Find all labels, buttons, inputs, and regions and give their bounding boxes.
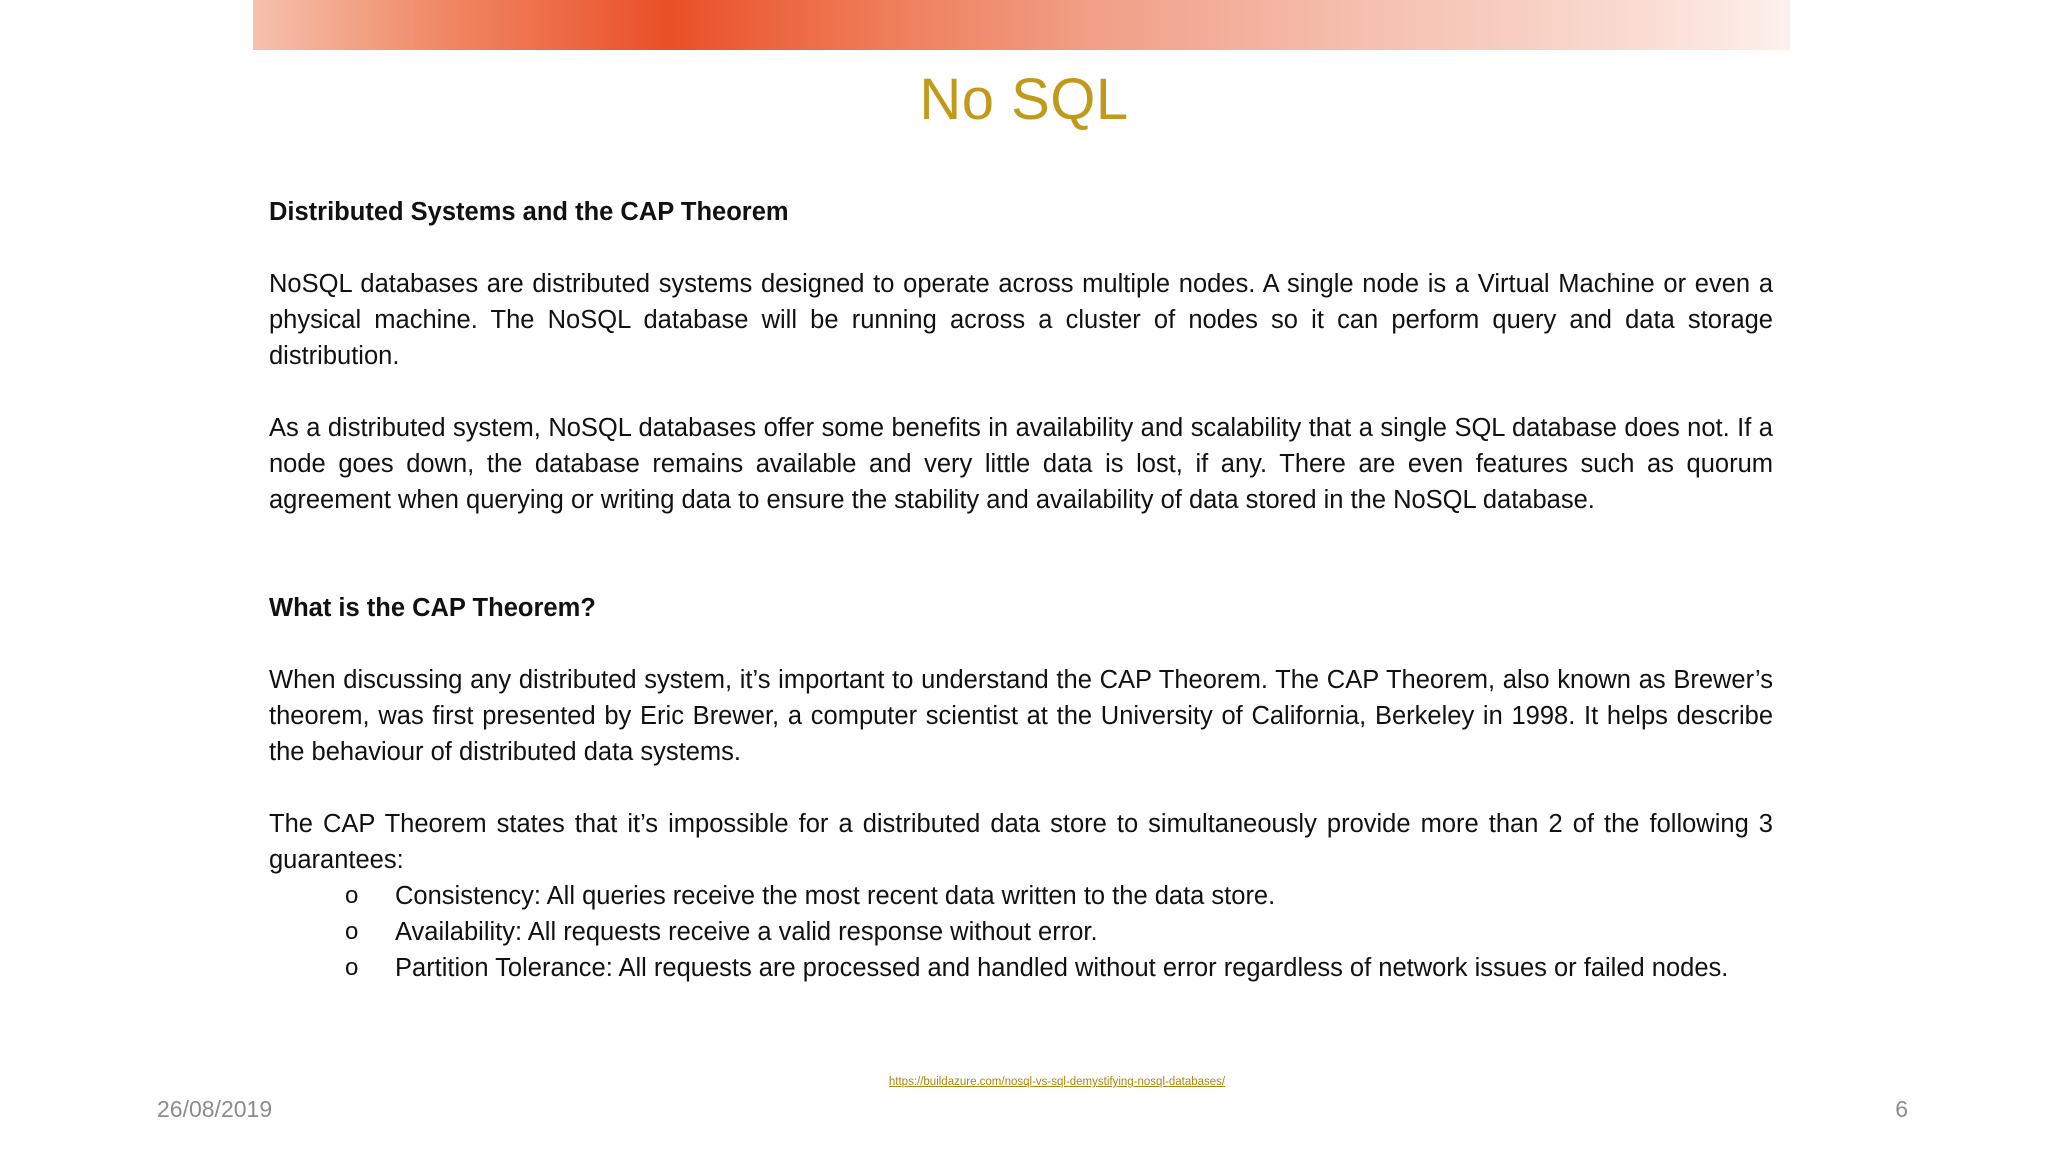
header-decoration-band [253,0,1790,50]
paragraph-cap-intro: When discussing any distributed system, it’s important to understand the CAP Theorem. The CAP Theorem, also known as Brewer’s theorem, was first presented by Eric Brewer, a computer scientist at the University of California, Berkeley in 1998. It helps describe the behaviour of distributed data systems. [269,666,1773,766]
slide-body [269,194,1773,986]
list-item-availability [269,914,1773,950]
list-item-partition-tolerance [269,950,1773,986]
cap-guarantees-list [269,878,1773,986]
paragraph-distributed-benefits: As a distributed system, NoSQL databases offer some benefits in availability and scalability that a single SQL database does not. If a node goes down, the database remains available and very little data is lost, if any. There are even features such as quorum agreement when querying or writing data to ensure the stability and availability of data stored in the NoSQL database. [269,414,1773,514]
paragraph-cap-statement: The CAP Theorem states that it’s impossible for a distributed data store to simultaneously provide more than 2 of the following 3 guarantees: [269,810,1773,874]
bullet-circle-icon: o [345,918,359,945]
bullet-circle-icon: o [345,882,359,909]
list-item-text: Partition Tolerance: All requests are processed and handled without error regardless of network issues or failed nodes. [395,954,1729,982]
paragraph-nosql-distributed: NoSQL databases are distributed systems designed to operate across multiple nodes. A single node is a Virtual Machine or even a physical machine. The NoSQL database will be running across a cluster of nodes so it can perform query and data storage distribution. [269,270,1773,370]
bullet-circle-icon: o [345,954,359,981]
page-number: 6 [1895,1096,1908,1122]
list-item-text: Consistency: All queries receive the most recent data written to the data store. [395,882,1276,910]
list-item-text: Availability: All requests receive a valid response without error. [395,918,1098,946]
slide-title: No SQL [919,67,1129,132]
footer-date: 26/08/2019 [157,1096,273,1122]
list-item-consistency [269,878,1773,914]
source-link[interactable]: https://buildazure.com/nosql-vs-sql-demystifying-nosql-databases/ [888,1076,1226,1088]
section-heading-distributed-systems: Distributed Systems and the CAP Theorem [269,198,789,226]
section-heading-cap-theorem: What is the CAP Theorem? [269,594,596,622]
